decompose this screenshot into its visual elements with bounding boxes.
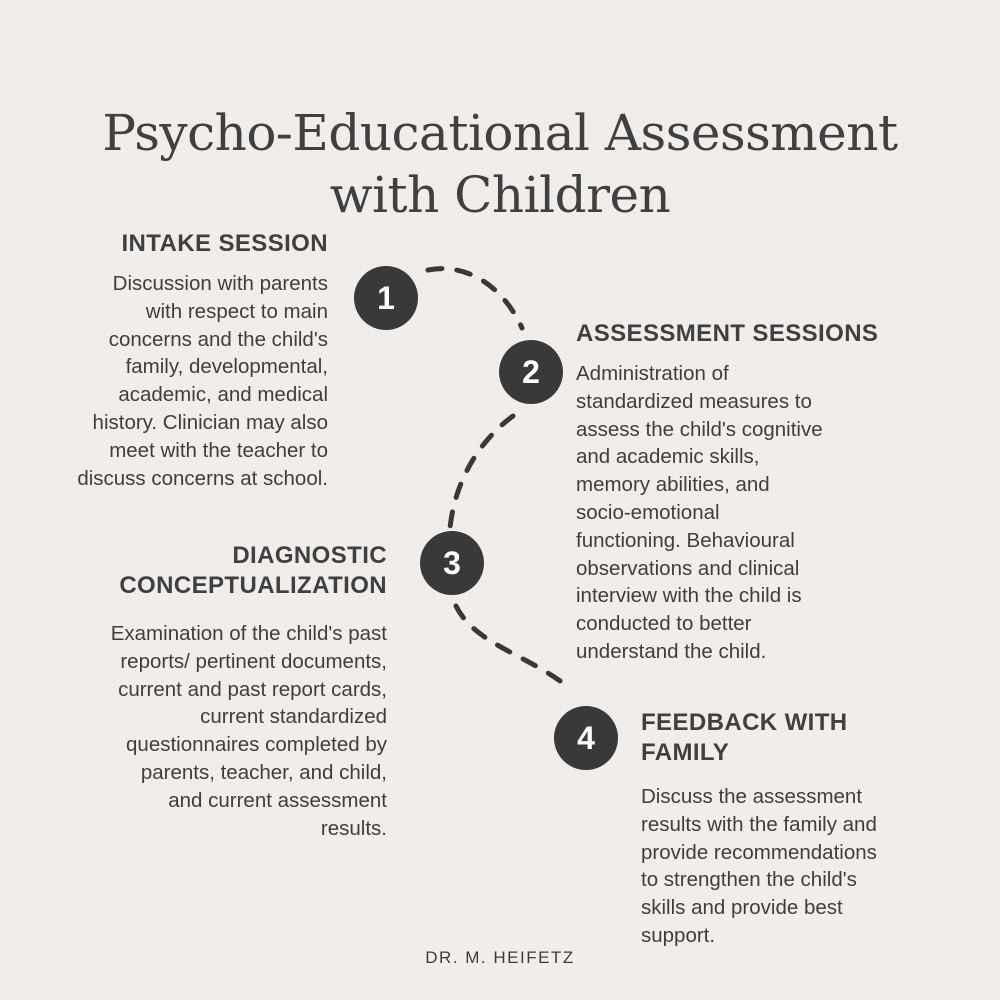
step-1-circle <box>354 266 418 330</box>
step-2-body-line: socio-emotional <box>576 500 720 524</box>
step-3-body-line: parents, teacher, and child, <box>140 760 387 784</box>
step-2-body-line: understand the child. <box>576 639 767 663</box>
step-1-body-line: Discussion with parents <box>112 272 328 295</box>
step-4-heading-line: FEEDBACK WITH <box>641 709 848 736</box>
step-4-heading-line: FAMILY <box>641 739 730 766</box>
step-3-body-line: questionnaires completed by <box>126 733 387 757</box>
step-4-body <box>641 783 877 950</box>
step-1-body-line: history. Clinician may also <box>92 410 328 434</box>
step-4-body-line: results with the family and <box>641 812 877 836</box>
step-4-number: 4 <box>577 720 595 756</box>
step-4-body-line: Discuss the assessment <box>641 785 863 808</box>
step-3-circle <box>420 531 484 595</box>
step-4-heading <box>641 708 848 768</box>
step-3-heading-line: DIAGNOSTIC <box>232 542 387 569</box>
step-2-number: 2 <box>522 354 540 390</box>
step-2-body-line: and academic skills, <box>576 445 760 469</box>
step-3-body <box>111 620 387 842</box>
step-2-circle <box>499 340 563 404</box>
step-4-body-line: provide recommendations <box>641 840 877 864</box>
author-footer: DR. M. HEIFETZ <box>425 948 575 967</box>
page-title <box>0 102 1000 226</box>
step-2-body-line: interview with the child is <box>576 584 802 608</box>
step-1-body <box>77 270 328 492</box>
step-2-body-line: assess the child's cognitive <box>576 417 823 441</box>
step-1-body-line: discuss concerns at school. <box>77 466 328 490</box>
step-1-body-line: with respect to main <box>145 299 328 323</box>
step-3-body-line: current and past report cards, <box>118 677 387 701</box>
step-3-body-line: current standardized <box>200 705 387 729</box>
step-3-heading-line: CONCEPTUALIZATION <box>119 572 387 599</box>
step-4-body-line: support. <box>641 923 716 947</box>
step-2-heading-line: ASSESSMENT SESSIONS <box>576 320 879 347</box>
step-3-body-line: reports/ pertinent documents, <box>120 649 387 673</box>
step-3-body-line: Examination of the child's past <box>110 622 387 645</box>
step-1-body-line: concerns and the child's <box>108 327 328 351</box>
step-3-body-line: results. <box>320 816 387 840</box>
step-1-body-line: family, developmental, <box>125 355 328 379</box>
step-1-heading <box>121 229 328 259</box>
step-1-body-line: academic, and medical <box>118 383 328 407</box>
step-3-heading <box>119 541 387 601</box>
step-1-body-line: meet with the teacher to <box>109 438 328 462</box>
step-2-body-line: standardized measures to <box>576 389 812 413</box>
step-4-body-line: to strengthen the child's <box>641 868 857 892</box>
step-2-body-line: conducted to better <box>576 612 752 636</box>
step-2-body-line: Administration of <box>576 362 729 385</box>
step-3-body-line: and current assessment <box>168 788 387 812</box>
step-4-circle <box>554 706 618 770</box>
step-1-number: 1 <box>377 280 395 316</box>
title-line-1: Psycho-Educational Assessment <box>102 104 898 162</box>
step-2-body-line: observations and clinical <box>576 556 800 580</box>
title-line-2: with Children <box>329 166 671 224</box>
step-3-number: 3 <box>443 545 461 581</box>
step-2-heading <box>576 319 878 349</box>
step-2-body <box>576 360 823 666</box>
step-2-body-line: memory abilities, and <box>576 473 770 497</box>
step-2-body-line: functioning. Behavioural <box>576 528 795 552</box>
step-1-heading-line: INTAKE SESSION <box>121 230 328 257</box>
step-4-body-line: skills and provide best <box>641 896 843 920</box>
